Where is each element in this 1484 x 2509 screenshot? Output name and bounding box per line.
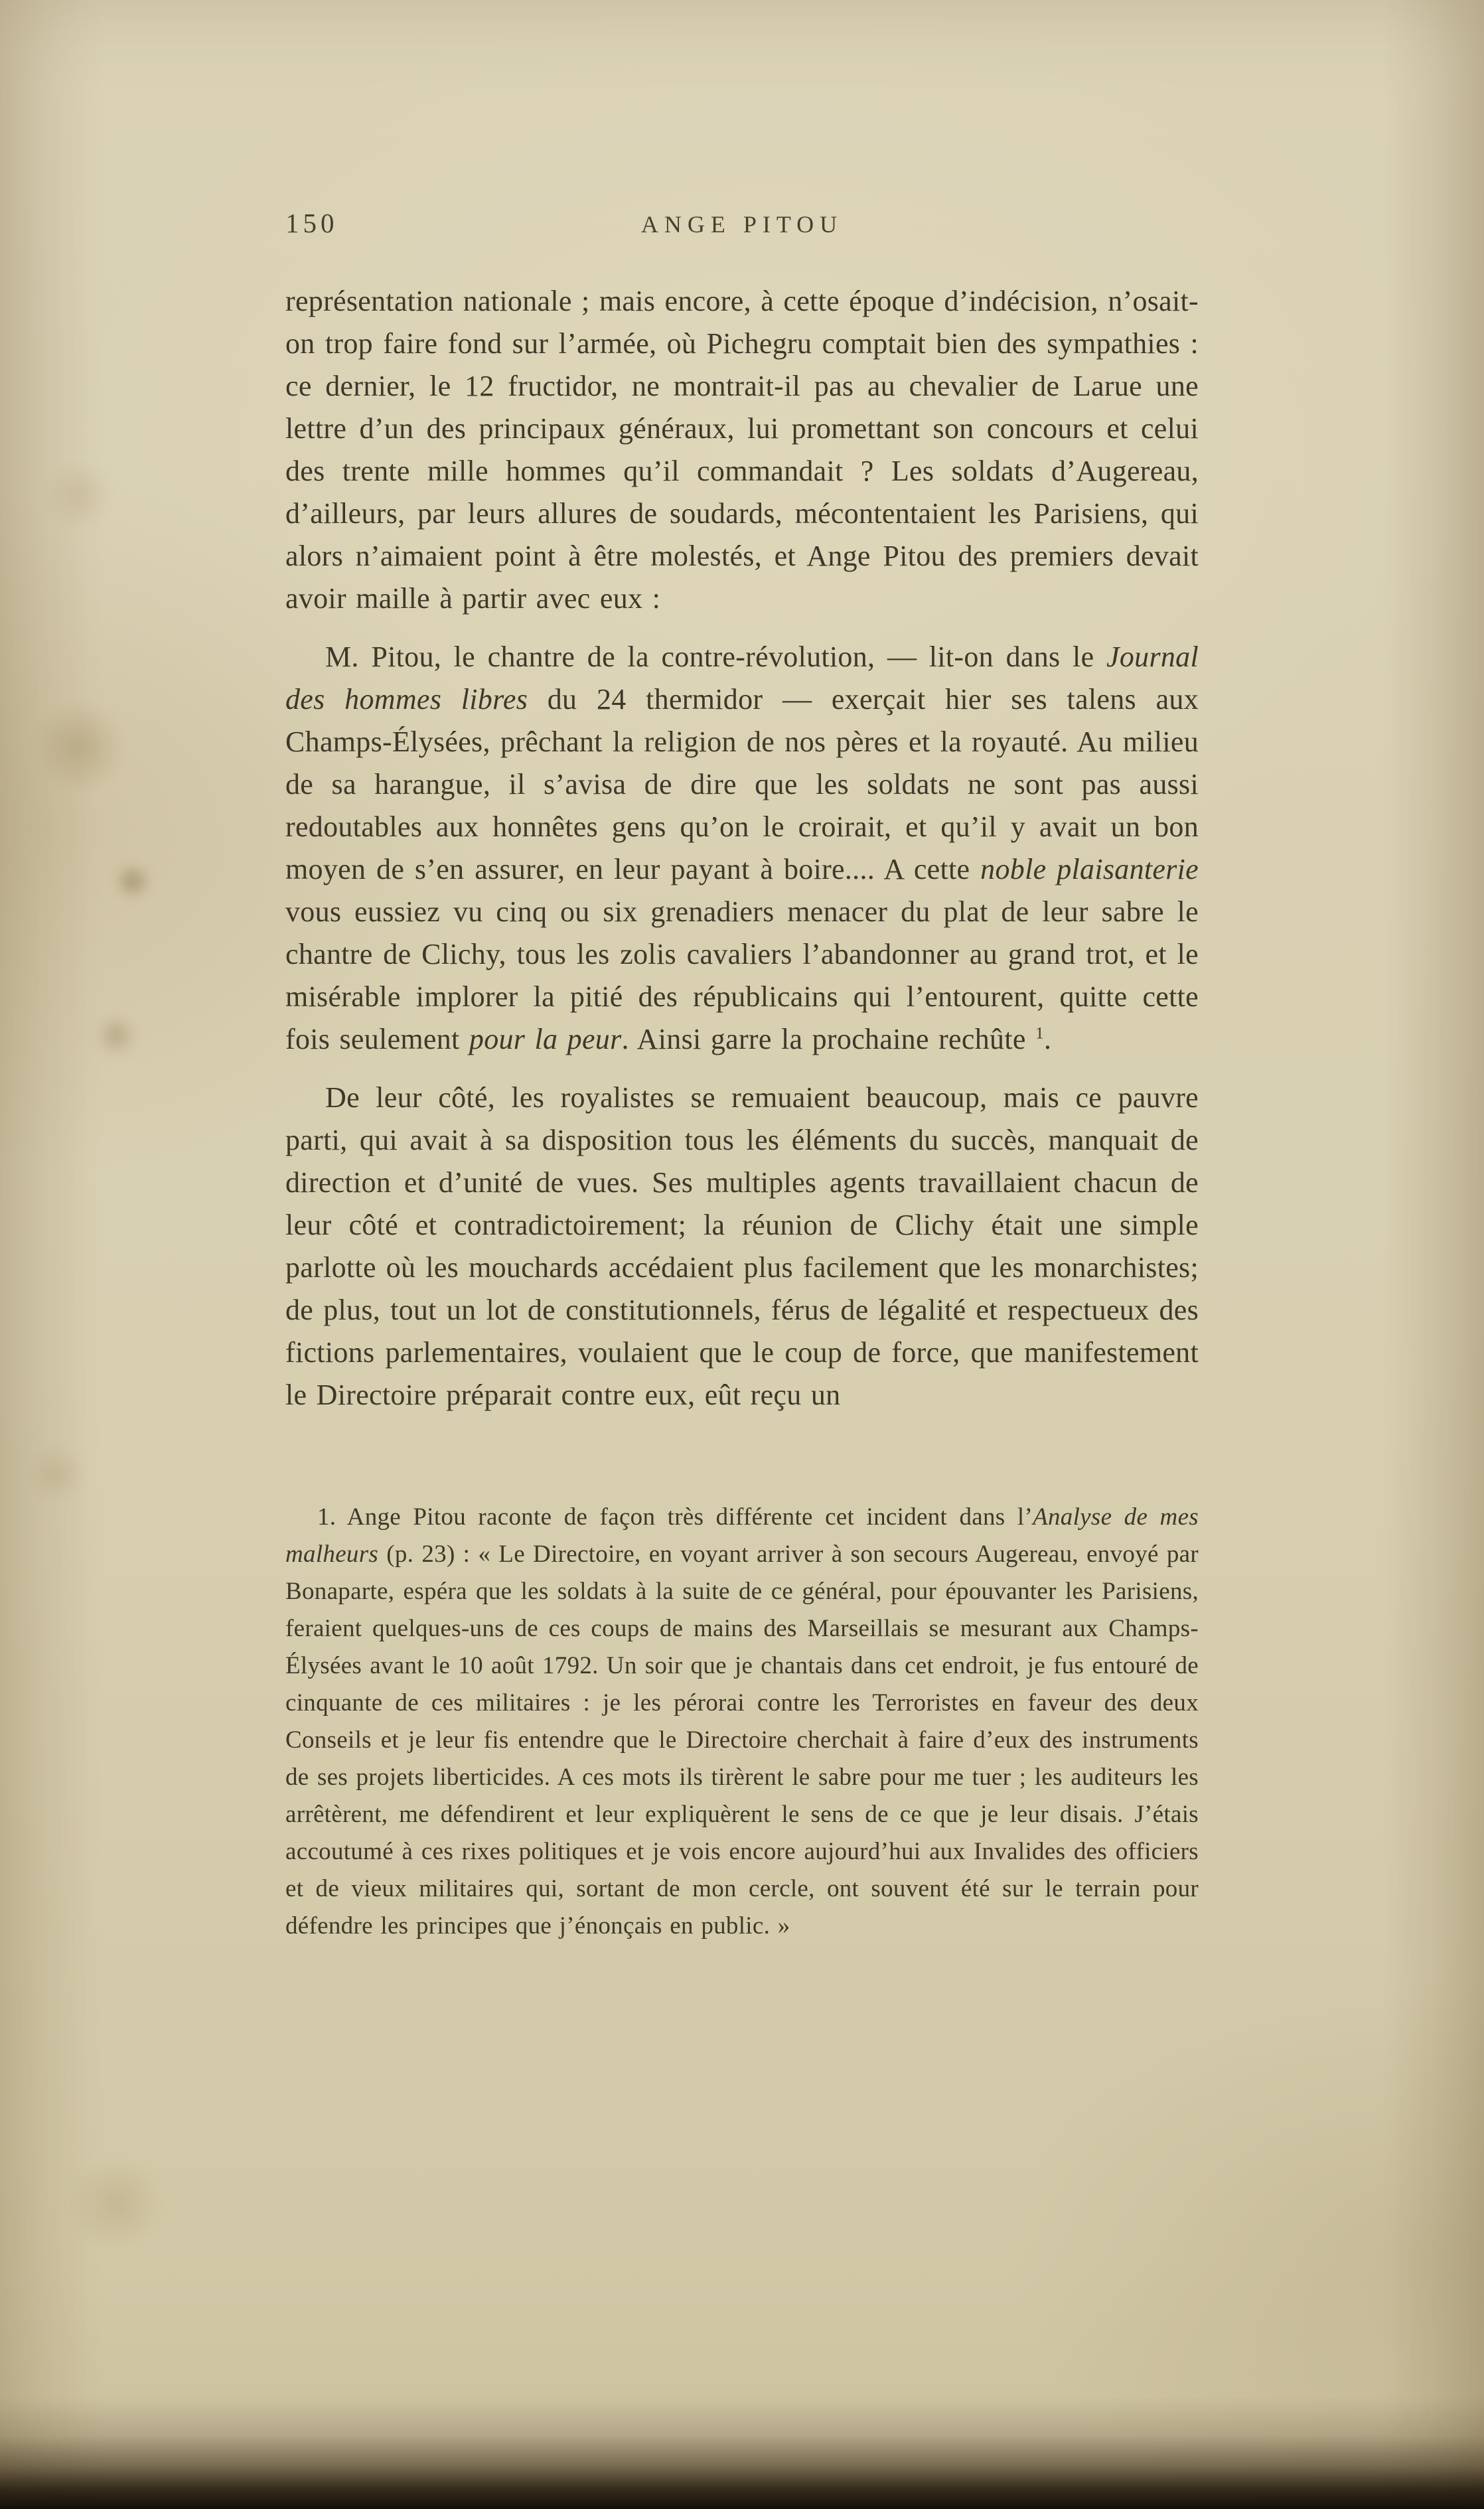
paper-stain xyxy=(113,863,153,899)
running-title: ANGE PITOU xyxy=(640,211,844,238)
italic-text-run: Journal des hommes libres xyxy=(285,641,1199,716)
body-text xyxy=(285,280,1199,1416)
text-run: 1. Ange Pitou raconte de façon très différente cet incident dans l’ xyxy=(317,1503,1033,1531)
page-number: 150 xyxy=(285,208,338,238)
italic-text-run: pour la peur xyxy=(469,1023,622,1055)
paragraph xyxy=(285,636,1199,1061)
text-run: M. Pitou, le chantre de la contre-révolution, — lit-on dans le xyxy=(325,641,1107,673)
paper-stain xyxy=(60,2164,173,2243)
text-run: . xyxy=(1044,1023,1052,1055)
text-run: . Ainsi garre la prochaine rechûte xyxy=(621,1023,1035,1055)
footnote-reference: 1 xyxy=(1035,1023,1045,1043)
text-run: représentation nationale ; mais encore, à cette époque d’indécision, n’osait-on trop faire fond sur l’armée, où Pichegru comptait bien des sympathies : ce dernier, le 12 fructidor, ne montrait-il pas au chevalier de Larue une lettre d’un des principaux généraux, lui promettant son concours et celui des trente mille hommes qu’il commandait ? Les soldats d’Augereau, d’ailleurs, par leurs allures de soudards, mécontentaient les Parisiens, qui alors n’aimaient point à être molestés, et Ange Pitou des premiers devait avoir maille à partir avec eux : xyxy=(285,285,1199,615)
paper-stain xyxy=(40,465,119,524)
text-run: vous eussiez vu cinq ou six grenadiers menacer du plat de leur sabre le chantre de Clichy, tous les zolis cavaliers l’abandonner au grand trot, et le misérable implorer la pitié des républicains qui l’entourent, quitte cette fois seulement xyxy=(285,895,1199,1055)
running-header xyxy=(285,207,1199,239)
paragraph xyxy=(285,1077,1199,1416)
paragraph xyxy=(285,1499,1199,1945)
italic-text-run: noble plaisanterie xyxy=(980,853,1199,885)
text-run: (p. 23) : « Le Directoire, en voyant arriver à son secours Augereau, envoyé par Bonaparte, espéra que les soldats à la suite de ce général, pour épouvanter les Parisiens, feraient quelques-uns de ces coups de mains des Marseillais se mesurant aux Champs-Élysées avant le 10 août 1792. Un soir que je chantais dans cet endroit, je fus entouré de cinquante de ces militaires : je les pérorai contre les Terroristes en faveur des deux Conseils et je leur fis entendre que le Directoire cherchait à faire d’eux des instruments de ses projets liberticides. A ces mots ils tirèrent le sabre pour me tuer ; les auditeurs les arrêtèrent, me défendirent et leur expliquèrent le sens de ce que je leur disais. J’étais accoutumé à ces rixes politiques et je vois encore aujourd’hui aux Invalides des officiers et de vieux militaires qui, sortant de mon cercle, ont souvent été sur le terrain pour défendre les principes que j’énonçais en public. » xyxy=(285,1541,1199,1939)
italic-text-run: Analyse de mes malheurs xyxy=(285,1503,1199,1568)
text-run: du 24 thermidor — exerçait hier ses talens aux Champs-Élysées, prêchant la religion de nos pères et la royauté. Au milieu de sa harangue, il s’avisa de dire que les soldats ne sont pas aussi redoutables aux honnêtes gens qu’on le croirait, et qu’il y avait un bon moyen de s’en assurer, en leur payant à boire.... A cette xyxy=(285,683,1199,885)
footnote xyxy=(285,1499,1199,1945)
paragraph xyxy=(285,280,1199,620)
page-content xyxy=(285,207,1199,1945)
paper-stain xyxy=(30,704,129,790)
paper-stain xyxy=(27,1447,86,1500)
page-bottom-edge-shadow xyxy=(0,2396,1484,2509)
paper-stain xyxy=(93,1016,139,1055)
text-run: De leur côté, les royalistes se remuaient beaucoup, mais ce pauvre parti, qui avait à sa disposition tous les éléments du succès, manquait de direction et d’unité de vues. Ses multiples agents travaillaient chacun de leur côté et contradictoirement; la réunion de Clichy était une simple parlotte où les mouchards accédaient plus facilement que les monarchistes; de plus, tout un lot de constitutionnels, férus de légalité et respectueux des fictions parlementaires, voulaient que le coup de force, que manifestement le Directoire préparait contre eux, eût reçu un xyxy=(285,1081,1199,1411)
